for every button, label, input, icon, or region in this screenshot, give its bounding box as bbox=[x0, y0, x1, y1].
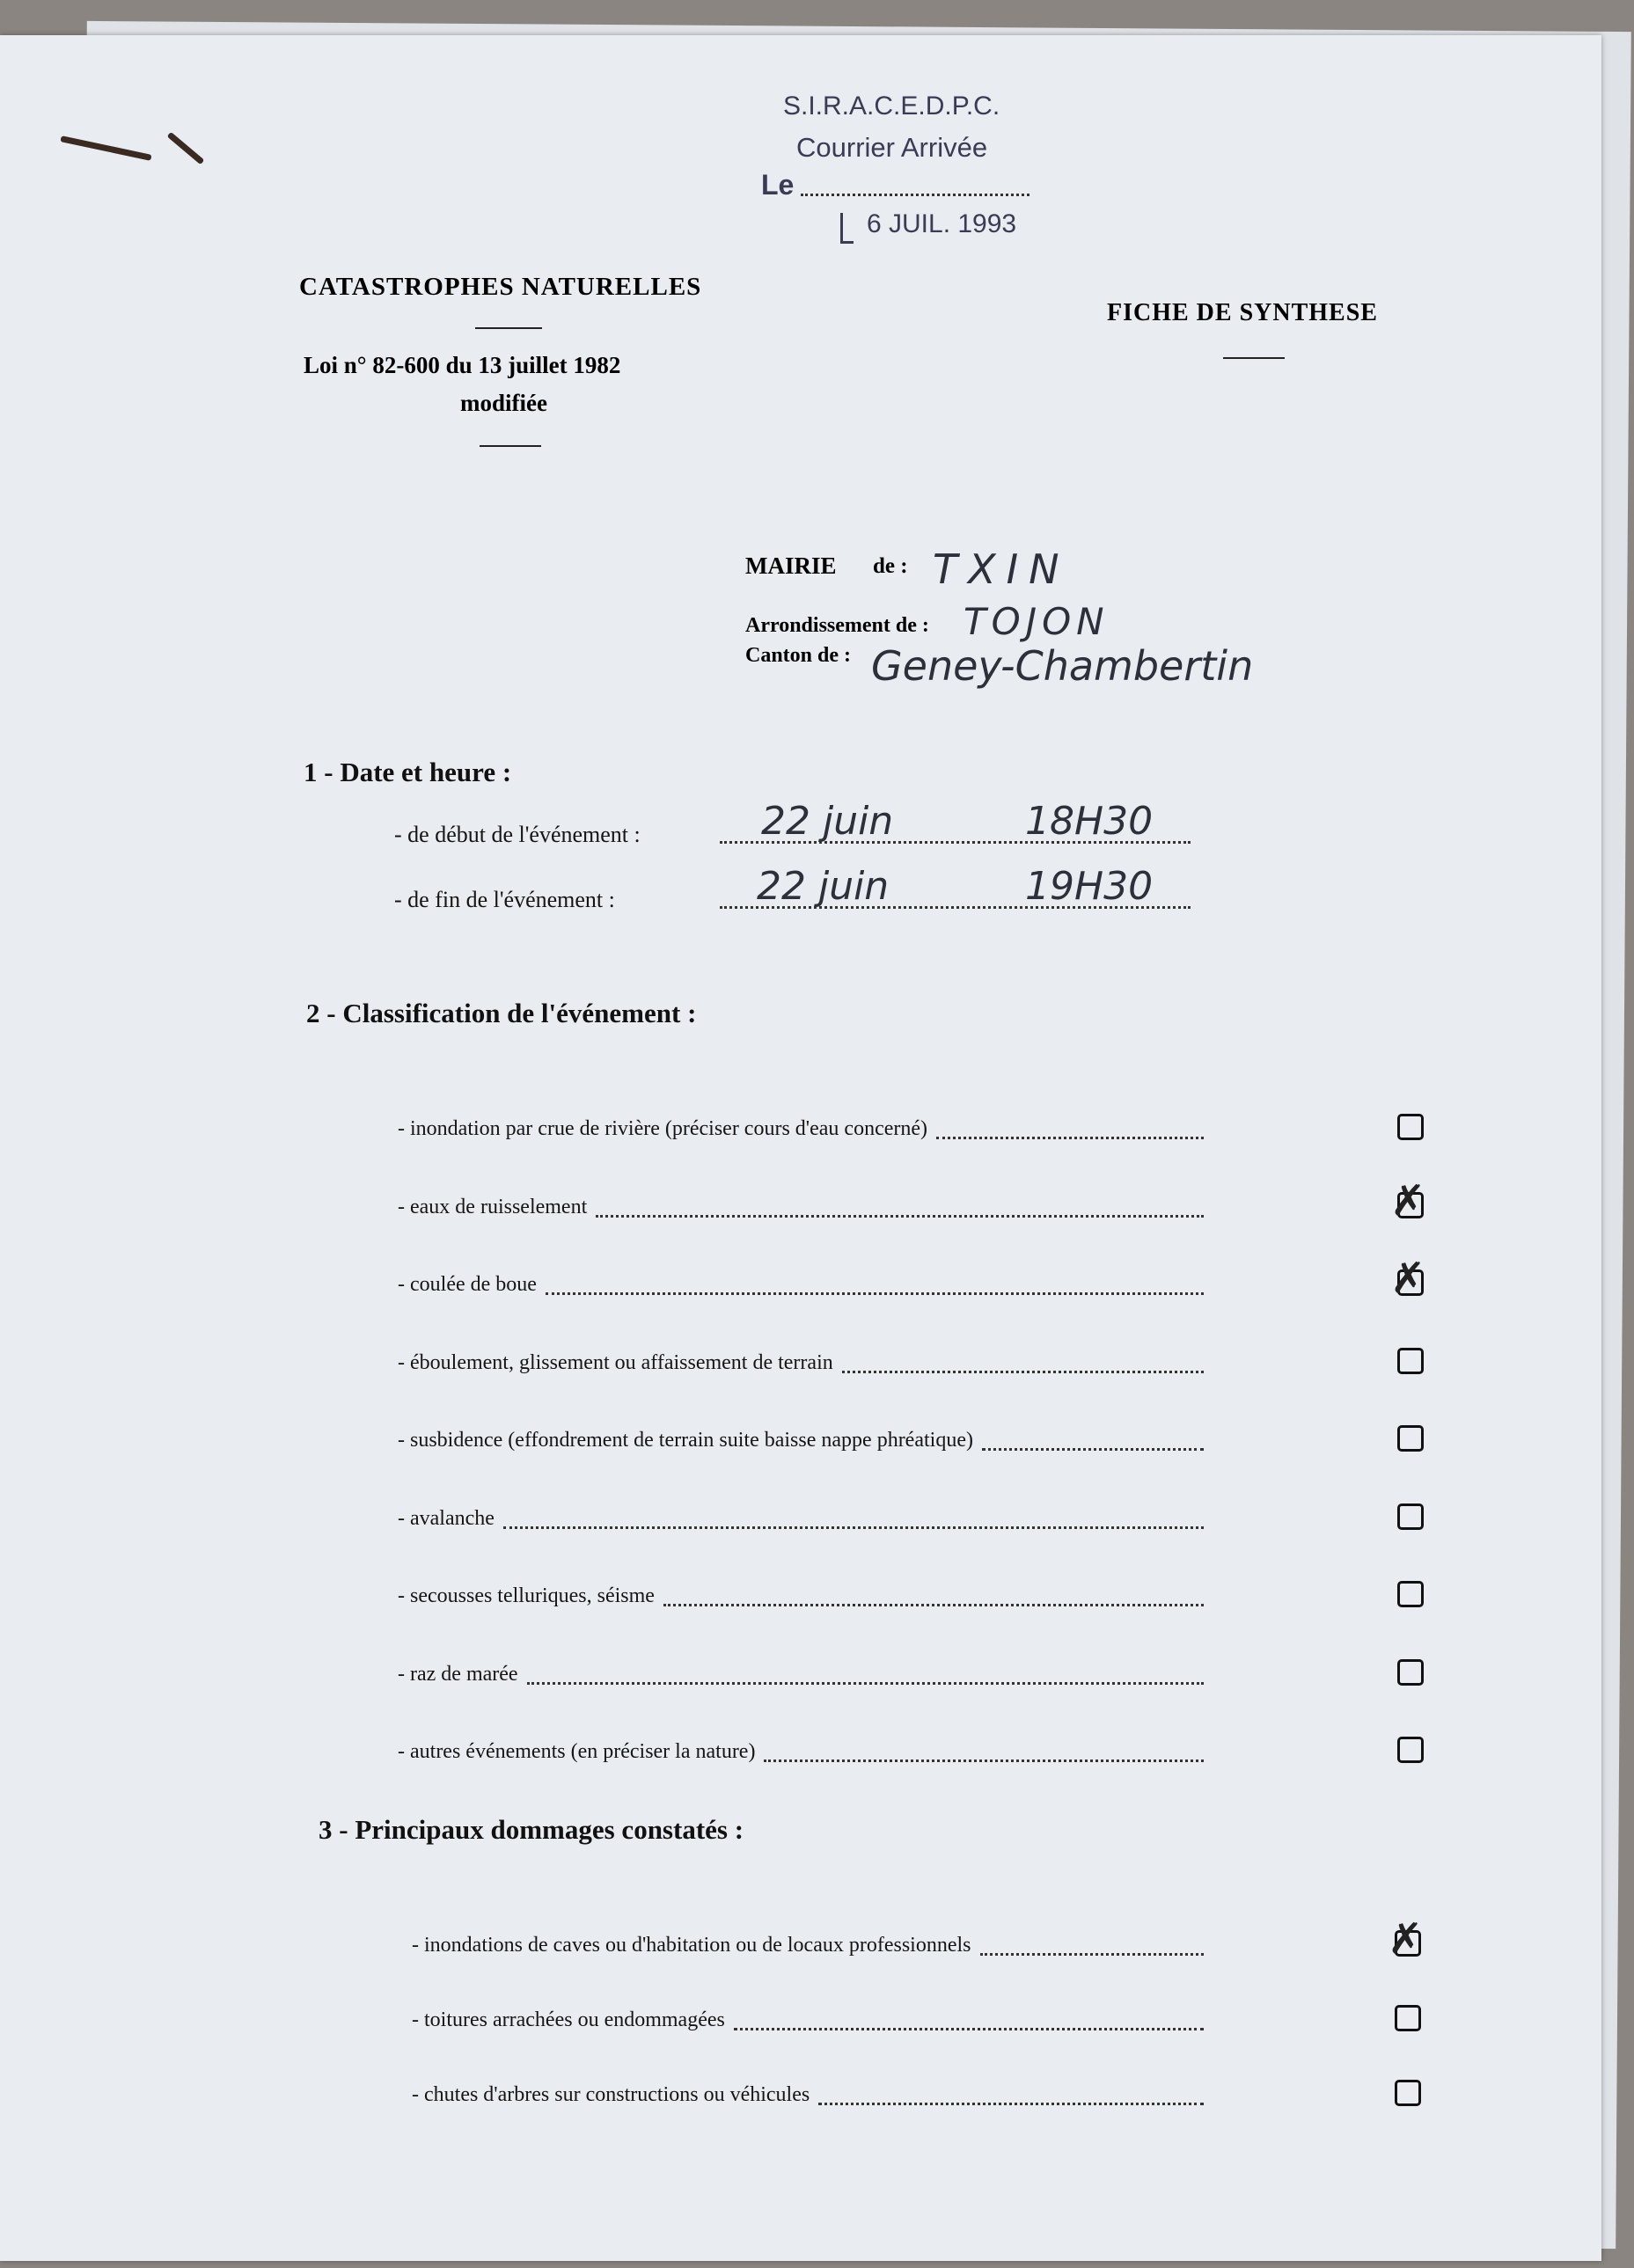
title-left: CATASTROPHES NATURELLES bbox=[299, 273, 702, 301]
checklist-label: - toitures arrachées ou endommagées bbox=[412, 2008, 725, 2031]
checklist-label: - eaux de ruisselement bbox=[398, 1195, 588, 1218]
stamp-received: Courrier Arrivée bbox=[796, 132, 988, 163]
canton-label: Canton de : bbox=[745, 644, 852, 667]
canton-value: Geney-Chambertin bbox=[871, 642, 1254, 690]
checkbox[interactable] bbox=[1397, 1503, 1424, 1530]
check-mark-icon: ✗ bbox=[1390, 1175, 1426, 1225]
staple-mark bbox=[60, 135, 151, 161]
section3-title: 3 - Principaux dommages constatés : bbox=[319, 1814, 744, 1845]
checkbox[interactable] bbox=[1397, 1581, 1424, 1607]
checkbox[interactable] bbox=[1397, 1114, 1424, 1140]
leader-dots bbox=[596, 1215, 1204, 1218]
checklist-label: - chutes d'arbres sur constructions ou véhicules bbox=[412, 2083, 810, 2106]
leader-dots bbox=[503, 1526, 1204, 1529]
leader-dots bbox=[842, 1371, 1204, 1373]
checklist-label: - raz de marée bbox=[398, 1662, 518, 1686]
checklist-label: - éboulement, glissement ou affaissement de terrain bbox=[398, 1350, 833, 1374]
law-modified: modifiée bbox=[460, 390, 547, 416]
section2-title: 2 - Classification de l'événement : bbox=[306, 998, 697, 1028]
checkbox[interactable] bbox=[1395, 2005, 1421, 2031]
mairie-value: TXIN bbox=[933, 545, 1070, 593]
stamp-bracket bbox=[840, 213, 854, 244]
checkbox[interactable] bbox=[1397, 1348, 1424, 1374]
stamp-org: S.I.R.A.C.E.D.P.C. bbox=[783, 91, 1000, 121]
law-reference: Loi n° 82-600 du 13 juillet 1982 bbox=[304, 352, 621, 378]
start-time: 18H30 bbox=[1025, 799, 1154, 844]
check-mark-icon: ✗ bbox=[1388, 1914, 1424, 1964]
mairie-label: MAIRIE bbox=[745, 552, 837, 579]
checklist-label: - inondation par crue de rivière (préciser cours d'eau concerné) bbox=[398, 1117, 928, 1140]
checklist-label: - coulée de boue bbox=[398, 1273, 537, 1296]
check-mark-icon: ✗ bbox=[1390, 1254, 1426, 1303]
title-right: FICHE DE SYNTHESE bbox=[1107, 299, 1378, 326]
leader-dots bbox=[663, 1604, 1204, 1606]
checklist-label: - avalanche bbox=[398, 1506, 495, 1530]
form-sheet bbox=[0, 35, 1601, 2261]
staple-mark bbox=[167, 132, 205, 165]
start-date: 22 juin bbox=[761, 799, 894, 844]
checklist-label: - inondations de caves ou d'habitation ou de locaux professionnels bbox=[412, 1934, 971, 1957]
leader-dots bbox=[734, 2028, 1204, 2030]
stamp-le-label: Le bbox=[761, 169, 795, 201]
leader-dots bbox=[980, 1953, 1204, 1956]
section1-title: 1 - Date et heure : bbox=[304, 757, 512, 787]
start-label: - de début de l'événement : bbox=[394, 822, 641, 847]
divider bbox=[475, 327, 542, 329]
end-time: 19H30 bbox=[1025, 864, 1154, 909]
checkbox[interactable] bbox=[1397, 1659, 1424, 1686]
checkbox[interactable] bbox=[1397, 1425, 1424, 1452]
end-date: 22 juin bbox=[757, 864, 890, 909]
divider bbox=[480, 445, 541, 447]
end-label: - de fin de l'événement : bbox=[394, 887, 615, 912]
checklist-label: - susbidence (effondrement de terrain suite baisse nappe phréatique) bbox=[398, 1429, 973, 1452]
mairie-de-label: de : bbox=[873, 554, 908, 578]
checkbox[interactable] bbox=[1397, 1737, 1424, 1763]
leader-dots bbox=[936, 1137, 1204, 1139]
divider bbox=[1223, 357, 1285, 359]
leader-dots bbox=[818, 2103, 1204, 2105]
arrondissement-label: Arrondissement de : bbox=[745, 614, 929, 637]
arrondissement-value: TOJON bbox=[964, 600, 1110, 643]
leader-dots bbox=[527, 1682, 1204, 1685]
stamp-date: 6 JUIL. 1993 bbox=[867, 209, 1017, 238]
checklist-label: - secousses telluriques, séisme bbox=[398, 1584, 655, 1607]
leader-dots bbox=[546, 1292, 1204, 1295]
leader-dots bbox=[764, 1760, 1204, 1762]
leader-dots bbox=[982, 1448, 1204, 1451]
checklist-label: - autres événements (en préciser la nature) bbox=[398, 1740, 756, 1763]
checkbox[interactable] bbox=[1395, 2080, 1421, 2106]
stamp-date-line bbox=[801, 194, 1029, 196]
